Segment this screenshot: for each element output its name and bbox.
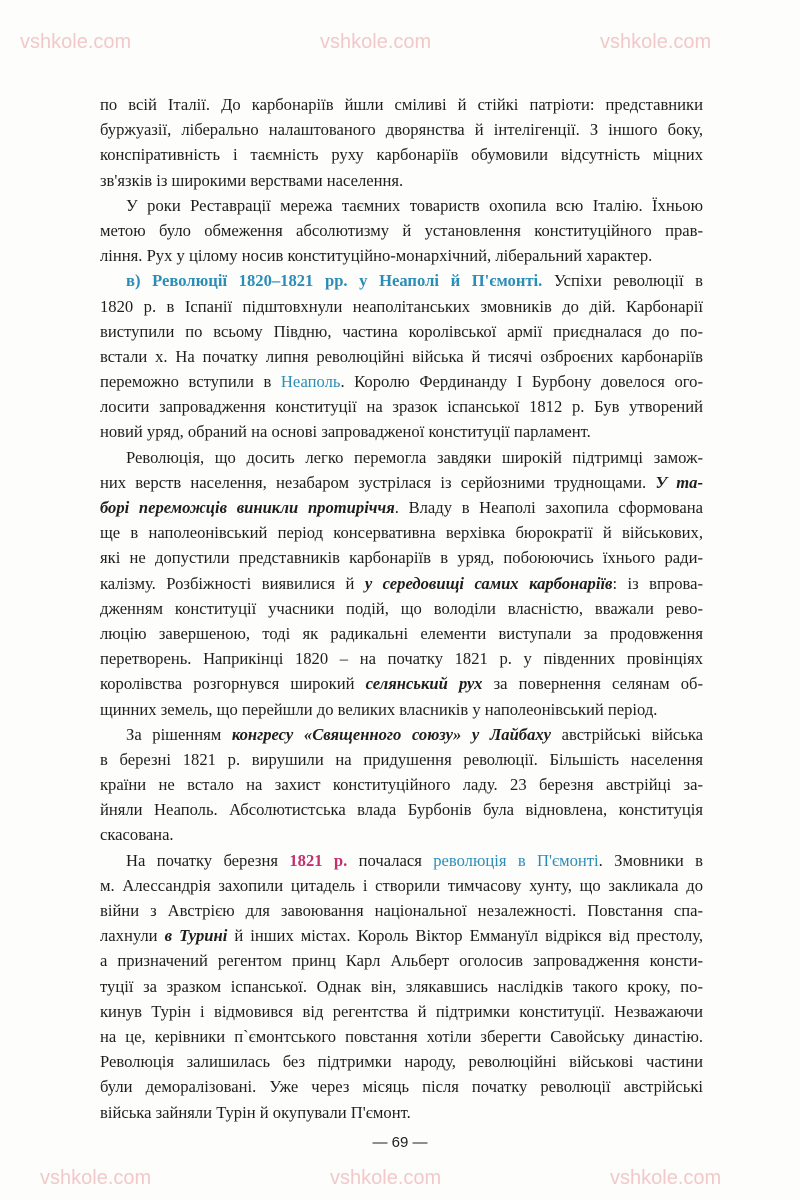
text-line — [100, 1100, 703, 1125]
text-run: новий уряд, обраний на основі запровадженої конституції парламент. — [100, 422, 591, 442]
text-run: люцію завершеною, тоді як радикальні елементи виступали за продовження — [100, 623, 703, 643]
text-run: виступили по всьому Півдню, частина королівської армії приєдналася до по- — [100, 321, 703, 341]
text-line — [100, 747, 703, 772]
watermark-text: vshkole.com — [610, 1167, 722, 1189]
text-line — [100, 495, 703, 520]
text-run: за повернення селянам об- — [482, 674, 703, 694]
text-run: переможно вступили в — [100, 372, 281, 392]
text-line — [100, 571, 703, 596]
watermark-text: vshkole.com — [600, 31, 712, 53]
text-line — [100, 848, 703, 873]
watermark-text: vshkole.com — [320, 31, 432, 53]
text-line — [100, 948, 703, 973]
emphasized-text: у середовищі самих карбонаріїв — [364, 573, 613, 593]
text-run: За рішенням — [126, 724, 232, 744]
text-line — [100, 772, 703, 797]
text-line — [100, 722, 703, 747]
text-run: лосити запровадження конституції на зразок іспанської 1812 р. Був утворений — [100, 397, 703, 417]
text-run: були деморалізовані. Уже через місяць після початку революції австрійські — [100, 1077, 703, 1097]
emphasized-text: У та- — [655, 472, 703, 492]
text-line — [100, 646, 703, 671]
text-line — [100, 999, 703, 1024]
text-line — [100, 168, 703, 193]
watermark-text: vshkole.com — [330, 1167, 442, 1189]
text-line — [100, 822, 703, 847]
text-line — [100, 193, 703, 218]
text-run: ління. Рух у цілому носив конституційно-монархічний, ліберальний характер. — [100, 246, 653, 266]
text-line — [100, 898, 703, 923]
text-run: встали х. На початку липня революційні війська й тисячі озброєних карбонаріїв — [100, 346, 703, 366]
text-run: них верств населення, незабаром зустрілася із серйозними труднощами. — [100, 472, 656, 492]
text-run: кинув Турін і відмовився від регентства й підтримки конституції. Незважаючи — [100, 1001, 703, 1021]
section-heading: в) Революції 1820–1821 рр. у Неаполі й П'ємонті. — [126, 271, 543, 291]
text-run: м. Алессандрія захопили цитадель і створили тимчасову хунту, що закликала до — [100, 875, 703, 895]
text-run: У роки Реставрації мережа таємних товариств охопила всю Італію. Їхньою — [126, 195, 703, 215]
text-run: перетворень. Наприкінці 1820 – на початку 1821 р. у південних провінціях — [100, 649, 703, 669]
text-run: країни не встало на захист конституційного ладу. 23 березня австрійці за- — [100, 775, 703, 795]
emphasized-text: борі переможців виникли протиріччя — [100, 498, 395, 517]
text-run: йняли Неаполь. Абсолютистська влада Бурбонів була відновлена, конституція — [100, 800, 703, 820]
text-line — [100, 142, 703, 167]
text-line — [100, 923, 703, 948]
text-run: . Королю Фердинанду І Бурбону довелося ого- — [340, 372, 703, 392]
text-run: лахнули — [100, 926, 165, 946]
text-run: й інших містах. Король Віктор Еммануїл відрікся від престолу, — [227, 926, 704, 946]
emphasized-text: революція в П'ємонті — [433, 850, 599, 870]
text-line — [100, 419, 703, 444]
text-run: війська зайняли Турін й окупували П'ємонт. — [100, 1102, 411, 1122]
text-line — [100, 1074, 703, 1099]
text-run: . Владу в Неаполі захопила сформована — [394, 498, 704, 517]
text-run: в березні 1821 р. вирушили на придушення революції. Більшість населення — [100, 749, 703, 769]
text-line — [100, 344, 703, 369]
text-line — [100, 520, 703, 545]
text-run: які не допустили представників карбонаріїв в уряд, побоюючись їхнього ради- — [100, 548, 703, 568]
watermark-text: vshkole.com — [20, 31, 132, 53]
text-run: війни з Австрією для завоювання національної незалежності. Повстання спа- — [100, 901, 703, 920]
text-run: австрійські війська — [551, 724, 703, 744]
text-run: На початку березня — [126, 850, 290, 870]
text-run: королівства розгорнувся широкий — [100, 674, 366, 694]
text-run: зв'язків із широкими верствами населення. — [100, 170, 404, 190]
text-run: буржуазії, ліберально налаштованого дворянства й інтелігенції. З іншого боку, — [100, 120, 703, 140]
text-run: по всій Італії. До карбонаріїв йшли сміливі й стійкі патріоти: представники — [100, 95, 703, 114]
text-line — [100, 117, 703, 142]
page-body-text — [100, 92, 703, 1125]
emphasized-text: конгресу «Священного союзу» у Лайбаху — [231, 724, 552, 744]
text-run: Революція залишилась без підтримки народу, революційні військові частини — [100, 1052, 703, 1072]
text-line — [100, 545, 703, 570]
emphasized-text: в Турині — [164, 926, 228, 946]
text-line — [100, 470, 703, 495]
text-line — [100, 1024, 703, 1049]
text-run: : із впрова- — [612, 573, 703, 593]
text-run: щинних земель, що перейшли до великих власників у наполеонівський період. — [100, 699, 658, 719]
text-line — [100, 268, 703, 293]
text-line — [100, 319, 703, 344]
text-run: метою було обмеження абсолютизму й установлення конституційного прав- — [100, 220, 703, 240]
text-run: Революція, що досить легко перемогла завдяки широкій підтримці замож- — [126, 447, 703, 467]
text-line — [100, 621, 703, 646]
emphasized-text: Неаполь — [280, 372, 341, 392]
text-run: ще в наполеонівський період консервативна верхівка бюрократії й військових, — [100, 523, 703, 543]
text-line — [100, 697, 703, 722]
text-run: почалася — [347, 850, 434, 870]
text-run: на це, керівники п`ємонтського повстання хотіли зберегти Савойську династію. — [100, 1026, 703, 1046]
text-line — [100, 369, 703, 394]
text-line — [100, 218, 703, 243]
text-line — [100, 243, 703, 268]
text-line — [100, 974, 703, 999]
text-line — [100, 92, 703, 117]
text-line — [100, 1049, 703, 1074]
watermark-text: vshkole.com — [40, 1167, 152, 1189]
page-number: — 69 — — [372, 1134, 428, 1151]
text-line — [100, 394, 703, 419]
emphasized-text: селянський рух — [365, 674, 483, 694]
text-line — [100, 445, 703, 470]
text-line — [100, 797, 703, 822]
text-run: дженням конституції учасники подій, що володіли власністю, вважали рево- — [100, 598, 703, 618]
text-run: калізму. Розбіжності виявилися й — [100, 573, 365, 593]
text-run: 1820 р. в Іспанії підштовхнули неаполітанських змовників до дій. Карбонарії — [100, 296, 703, 316]
text-line — [100, 671, 703, 696]
text-run: туції за зразком іспанської. Однак він, злякавшись наслідків такого кроку, по- — [100, 976, 703, 996]
text-run: Успіхи революції в — [542, 271, 703, 291]
text-run: скасована. — [100, 825, 174, 845]
text-line — [100, 596, 703, 621]
text-line — [100, 873, 703, 898]
text-run: . Змовники в — [598, 850, 703, 870]
text-run: конспіративність і таємність руху карбонаріїв обумовили відсутність міцних — [100, 145, 703, 165]
text-line — [100, 294, 703, 319]
emphasized-text: 1821 р. — [289, 850, 348, 870]
text-run: а призначений регентом принц Карл Альберт оголосив запровадження консти- — [100, 951, 703, 971]
